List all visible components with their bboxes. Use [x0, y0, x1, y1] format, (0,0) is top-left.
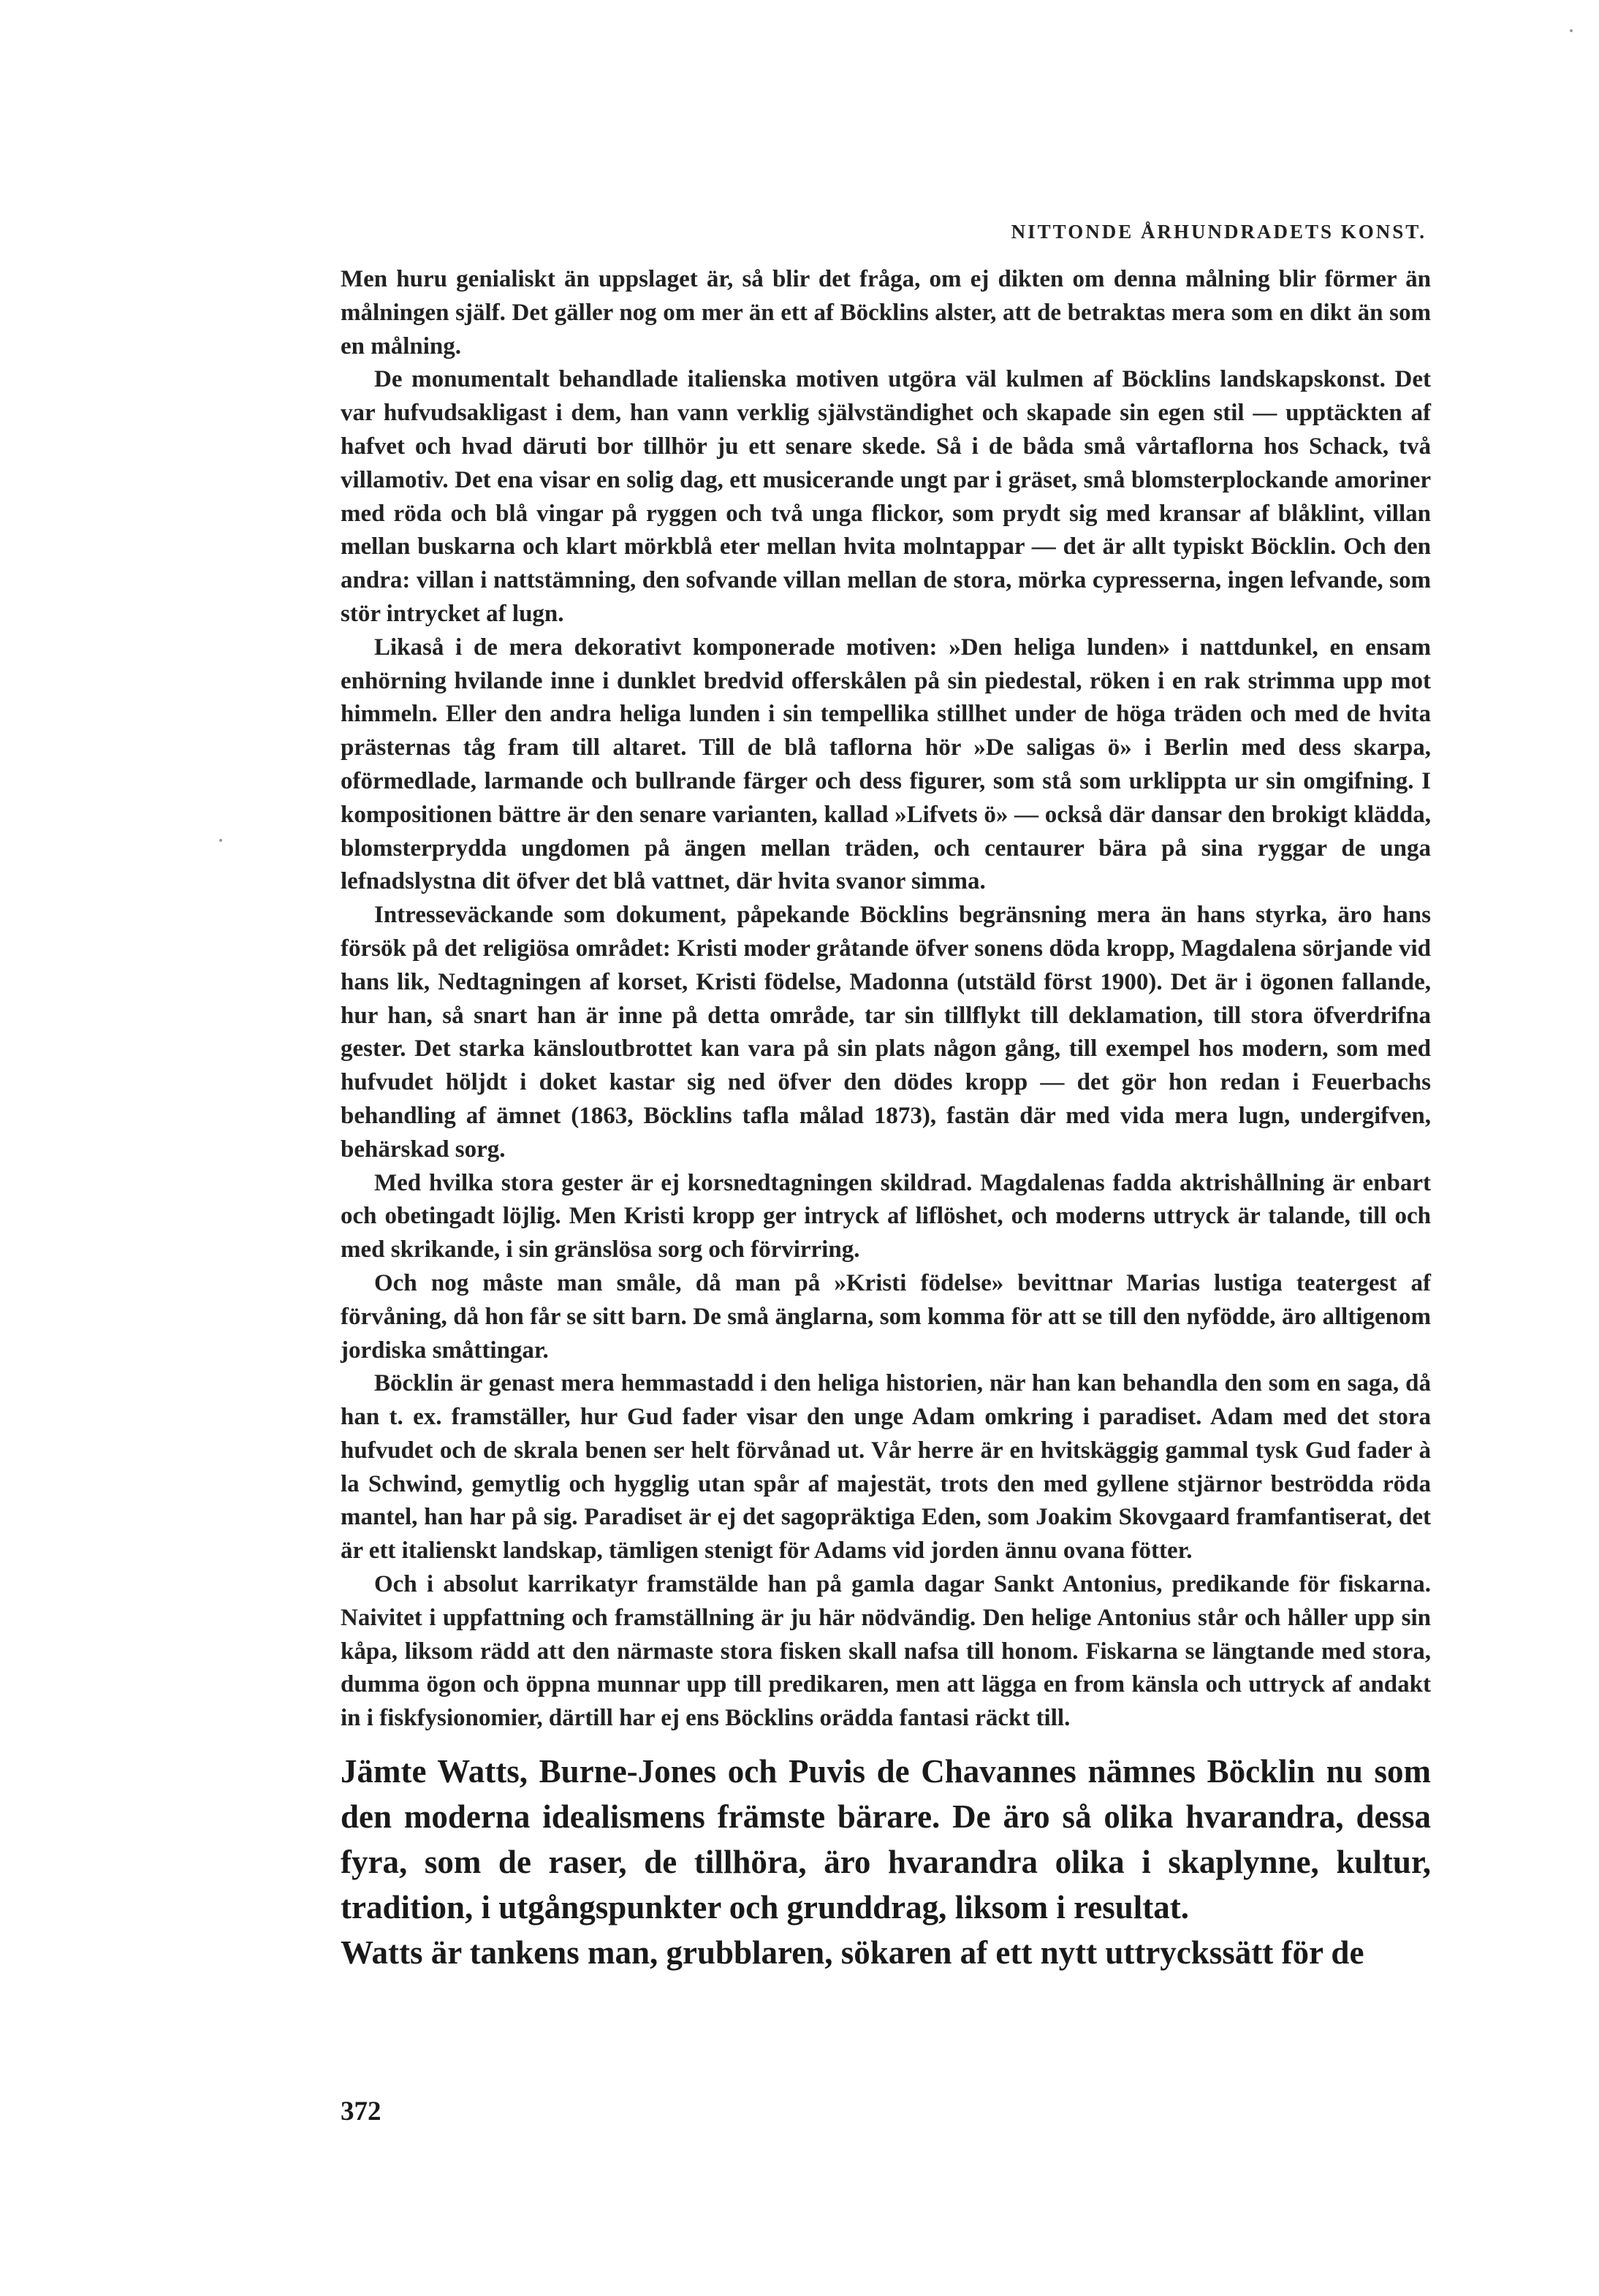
paragraph: Intresseväckande som dokument, påpekande Böcklins begränsning mera än hans styrka, äro hans försök på det religiösa området: Kristi moder gråtande öfver sonens döda kropp, Magdalena sörjande vid hans lik, Nedtagningen af korset, Kristi födelse, Madonna (utstäld först 1900). Det är i ögonen fallande, hur han, så snart han är inne på detta område, tar sin tillflykt till deklamation, till stora öfverdrifna gester. Det starka känsloutbrottet kan vara på sin plats någon gång, till exempel hos modern, som med hufvudet höljdt i doket kastar sig ned öfver den dödes kropp — det gör hon redan i Feuerbachs behandling af ämnet (1863, Böcklins tafla målad 1873), fastän där med vida mera lugn, undergifven, behärskad sorg. — [341, 902, 1431, 1163]
page-number: 372 — [341, 2097, 381, 2126]
scan-speck — [1570, 29, 1573, 32]
paragraph: Och i absolut karrikatyr framstälde han på gamla dagar Sankt Antonius, predikande för fiskarna. Naivitet i uppfattning och framställning är ju här nödvändig. Den helige Antonius står och håller upp sin kåpa, liksom rädd att den närmaste stora fisken skall nafsa till honom. Fiskarna se längtande med stora, dumma ögon och öppna munnar upp till predikaren, men att lägga en from känsla och uttryck af andakt in i fiskfysionomier, därtill har ej ens Böcklins orädda fantasi räckt till. — [341, 1571, 1431, 1732]
paragraph: Med hvilka stora gester är ej korsnedtagningen skildrad. Magdalenas fadda aktrishållning är enbart och obetingadt löjlig. Men Kristi kropp ger intryck af liflöshet, och moderns uttryck är talande, till och med skrikande, i sin gränslösa sorg och förvirring. — [341, 1169, 1431, 1263]
running-head: NITTONDE ÅRHUNDRADETS KONST. — [1011, 221, 1427, 243]
paragraph: Likaså i de mera dekorativt komponerade motiven: »Den heliga lunden» i nattdunkel, en ensam enhörning hvilande inne i dunklet bredvid offerskålen på sin piedestal, röken i en rak strimma upp mot himmeln. Eller den andra heliga lunden i sin tempellika stillhet under de höga träden och med de hvita prästernas tåg fram till altaret. Till de blå taflorna hör »De saligas ö» i Berlin med dess skarpa, oförmedlade, larmande och bullrande färger och dess figurer, som stå som urklippta ur sin omgifning. I kompositionen bättre är den senare varianten, kallad »Lifvets ö» — också där dansar den brokigt klädda, blomsterprydda ungdomen på ängen mellan träden, och centaurer bära på sina ryggar de unga lefnadslystna dit öfver det blå vattnet, där hvita svanor simma. — [341, 634, 1431, 895]
paragraph: Jämte Watts, Burne-Jones och Puvis de Chavannes nämnes Böcklin nu som den moderna idealismens främste bärare. De äro så olika hvarandra, dessa fyra, som de raser, de tillhöra, äro hvarandra olika i skaplynne, kultur, tradition, i utgångspunkter och grunddrag, liksom i resultat. — [341, 1753, 1431, 1926]
paragraph: Men huru genialiskt än uppslaget är, så blir det fråga, om ej dikten om denna målning blir förmer än målningen själf. Det gäller nog om mer än ett af Böcklins alster, att de betraktas mera som en dikt än som en målning. — [341, 266, 1431, 360]
paragraph: Watts är tankens man, grubblaren, sökaren af ett nytt uttryckssätt för de — [341, 1934, 1364, 1972]
large-print-section — [341, 1749, 1431, 1975]
small-print-section — [341, 263, 1431, 1736]
paragraph: De monumentalt behandlade italienska motiven utgöra väl kulmen af Böcklins landskapskonst. Det var hufvudsakligast i dem, han vann verklig självständighet och skapade sin egen stil — upptäckten af hafvet och hvad däruti bor tillhör ju ett senare skede. Så i de båda små vårtaflorna hos Schack, två villamotiv. Det ena visar en solig dag, ett musicerande ungt par i gräset, små blomsterplockande amoriner med röda och blå vingar på ryggen och två unga flickor, som prydt sig med kransar af blåklint, villan mellan buskarna och klart mörkblå eter mellan hvita molntappar — det är allt typiskt Böcklin. Och den andra: villan i nattstämning, den sofvande villan mellan de stora, mörka cypresserna, ingen lefvande, som stör intrycket af lugn. — [341, 366, 1431, 627]
scan-speck — [219, 839, 222, 842]
paragraph: Böcklin är genast mera hemmastadd i den heliga historien, när han kan behandla den som en saga, då han t. ex. framställer, hur Gud fader visar den unge Adam omkring i paradiset. Adam med det stora hufvudet och de skrala benen ser helt förvånad ut. Vår herre är en hvitskäggig gammal tysk Gud fader à la Schwind, gemytlig och hygglig utan spår af majestät, trots den med gyllene stjärnor beströdda röda mantel, han har på sig. Paradiset är ej det sagopräktiga Eden, som Joakim Skovgaard framfantiserat, det är ett italienskt landskap, tämligen stenigt för Adams vid jorden ännu ovana fötter. — [341, 1370, 1431, 1565]
body-text — [341, 263, 1431, 1975]
paragraph: Och nog måste man småle, då man på »Kristi födelse» bevittnar Marias lustiga teatergest af förvåning, då hon får se sitt barn. De små änglarna, som komma för att se till den nyfödde, äro alltigenom jordiska småttingar. — [341, 1269, 1431, 1364]
